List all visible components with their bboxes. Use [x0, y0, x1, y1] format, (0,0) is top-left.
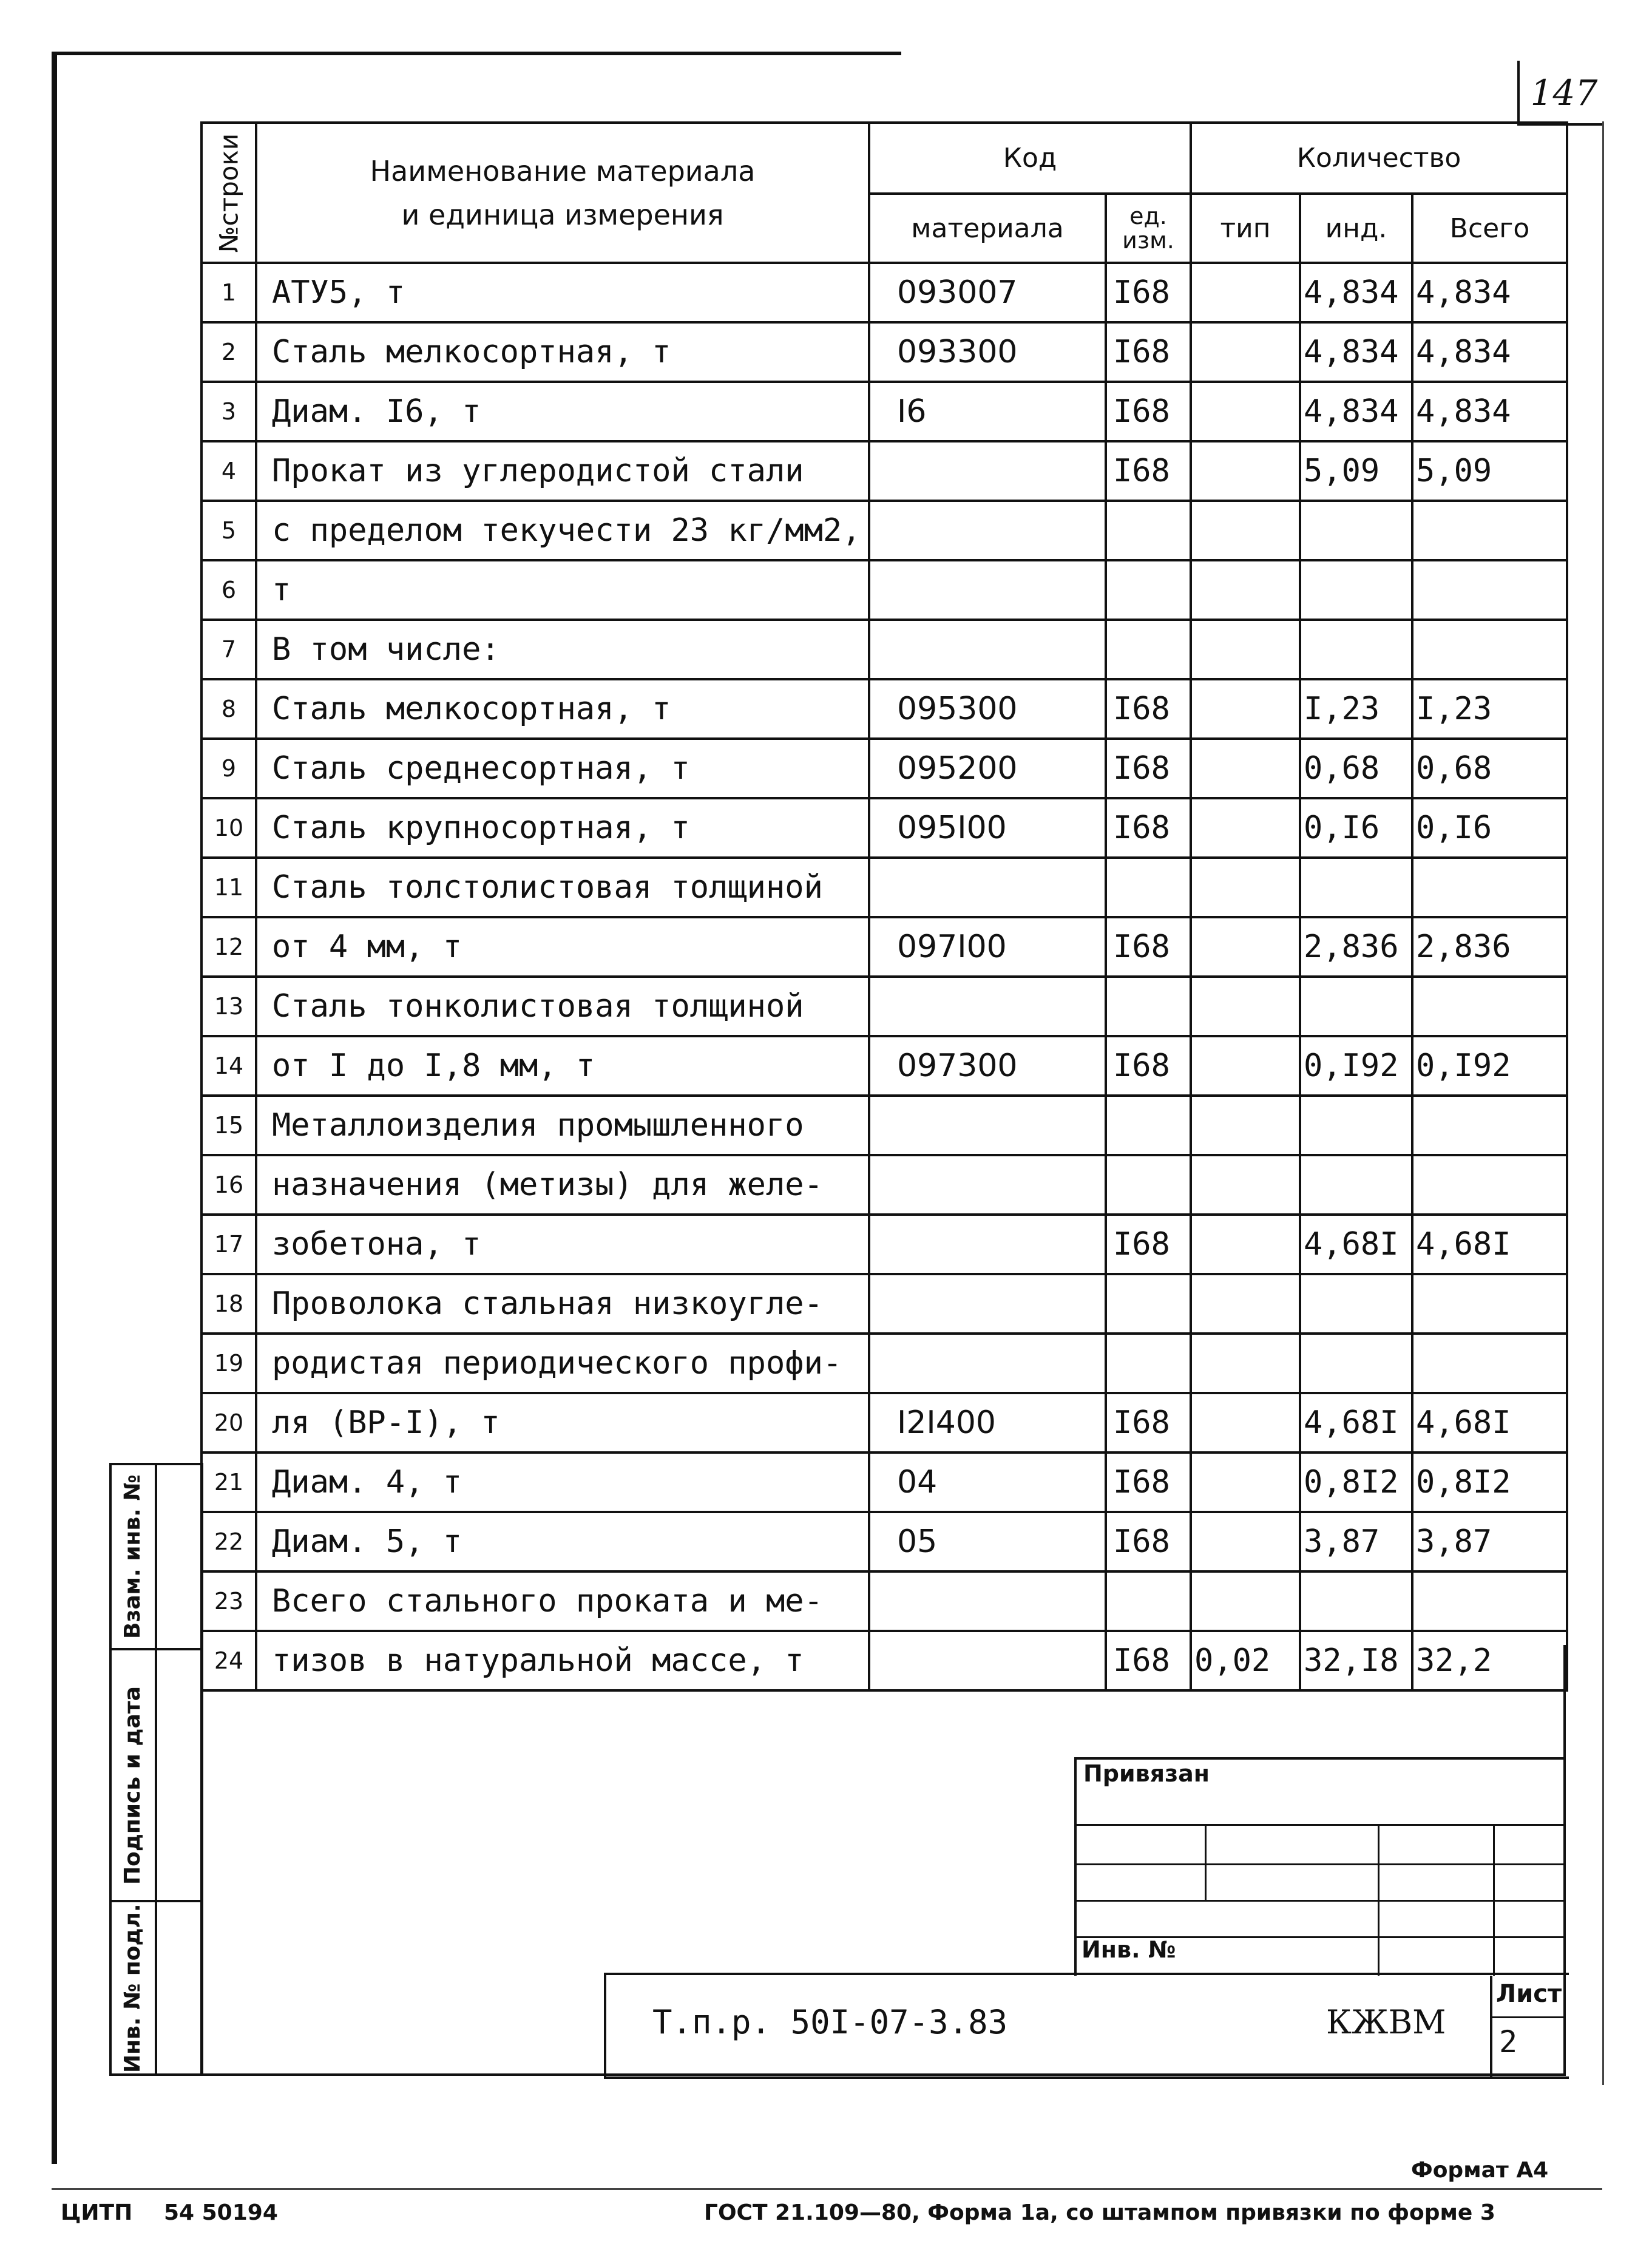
quantity-type-cell	[1191, 263, 1300, 322]
code-group-header: Код	[869, 123, 1191, 194]
publisher-label: ЦИТП	[61, 2200, 133, 2225]
paper-format: Формат А4	[1411, 2158, 1549, 2183]
row-number-cell: 11	[201, 858, 256, 917]
table-row	[201, 1453, 1567, 1512]
quantity-type-cell	[1191, 1274, 1300, 1334]
quantity-total-cell: I,23	[1412, 679, 1567, 739]
quantity-ind-cell	[1300, 1334, 1412, 1393]
material-code-cell: 095I00	[869, 798, 1106, 858]
quantity-ind-cell: 4,834	[1300, 263, 1412, 322]
unit-header: ед. изм.	[1106, 194, 1191, 263]
name-header-line1: Наименование материала	[370, 154, 756, 188]
material-name-cell: Прокат из углеродистой стали	[256, 441, 869, 501]
table-row	[201, 1096, 1567, 1155]
table-row	[201, 620, 1567, 679]
unit-code-cell: I68	[1106, 322, 1191, 382]
table-row	[201, 1274, 1567, 1334]
material-code-header: материала	[869, 194, 1106, 263]
quantity-type-cell	[1191, 917, 1300, 977]
table-row	[201, 441, 1567, 501]
quantity-type-cell	[1191, 1215, 1300, 1274]
material-name-cell: Диам. 4, т	[256, 1453, 869, 1512]
frame-left-line	[52, 52, 57, 2164]
bottom-frame-line	[52, 2188, 1602, 2190]
quantity-ind-cell	[1300, 501, 1412, 560]
material-name-cell: от I до I,8 мм, т	[256, 1036, 869, 1096]
quantity-total-cell: 4,68I	[1412, 1215, 1567, 1274]
quantity-total-cell	[1412, 1096, 1567, 1155]
stamp-vline-1	[1205, 1824, 1207, 1900]
material-code-cell	[869, 1155, 1106, 1215]
row-number-cell: 1	[201, 263, 256, 322]
material-code-cell: 097300	[869, 1036, 1106, 1096]
frame-right-line	[1602, 121, 1604, 2085]
material-code-cell	[869, 858, 1106, 917]
quantity-total-cell	[1412, 1571, 1567, 1631]
material-name-cell: АТУ5, т	[256, 263, 869, 322]
table-row	[201, 1393, 1567, 1453]
row-number-header-label: №строки	[214, 133, 244, 253]
quantity-type-cell	[1191, 1393, 1300, 1453]
standard-reference: ГОСТ 21.109—80, Форма 1а, со штампом привязки по форме 3	[704, 2200, 1495, 2225]
material-code-cell: I6	[869, 382, 1106, 441]
material-code-cell	[869, 1096, 1106, 1155]
name-header-line2: и единица измерения	[401, 198, 724, 231]
material-name-cell: тизов в натуральной массе, т	[256, 1631, 869, 1690]
row-number-cell: 13	[201, 977, 256, 1036]
material-name-cell: Всего стального проката и ме-	[256, 1571, 869, 1631]
material-name-cell: Металлоизделия промышленного	[256, 1096, 869, 1155]
quantity-type-cell	[1191, 441, 1300, 501]
unit-code-cell: I68	[1106, 441, 1191, 501]
unit-code-cell	[1106, 1155, 1191, 1215]
material-code-cell	[869, 1274, 1106, 1334]
quantity-ind-cell	[1300, 1571, 1412, 1631]
material-code-cell	[869, 441, 1106, 501]
row-number-cell: 6	[201, 560, 256, 620]
unit-code-cell: I68	[1106, 1393, 1191, 1453]
stamp-vline-3	[1493, 1824, 1495, 1976]
row-number-cell: 14	[201, 1036, 256, 1096]
binding-stamp-title: Привязан	[1083, 1760, 1210, 1787]
row-number-cell: 10	[201, 798, 256, 858]
material-code-cell: 095300	[869, 679, 1106, 739]
material-code-cell: 093300	[869, 322, 1106, 382]
quantity-type-cell	[1191, 858, 1300, 917]
header-row-1	[201, 123, 1567, 194]
unit-code-cell	[1106, 1274, 1191, 1334]
quantity-total-cell	[1412, 1274, 1567, 1334]
side-strip-separator	[155, 1463, 157, 2076]
row-number-cell: 21	[201, 1453, 256, 1512]
row-number-cell: 23	[201, 1571, 256, 1631]
quantity-ind-cell	[1300, 858, 1412, 917]
stamp-line-3	[1074, 1900, 1566, 1902]
row-number-cell: 15	[201, 1096, 256, 1155]
table-row	[201, 263, 1567, 322]
row-number-cell: 5	[201, 501, 256, 560]
row-number-cell: 9	[201, 739, 256, 798]
material-code-cell: I2I400	[869, 1393, 1106, 1453]
quantity-ind-cell: 4,834	[1300, 322, 1412, 382]
material-name-cell: Диам. I6, т	[256, 382, 869, 441]
quantity-total-cell	[1412, 1334, 1567, 1393]
side-strip-divider-1	[109, 1648, 203, 1650]
material-name-cell: от 4 мм, т	[256, 917, 869, 977]
unit-code-cell	[1106, 1334, 1191, 1393]
material-code-cell	[869, 620, 1106, 679]
sheet-separator	[1490, 2016, 1566, 2018]
side-label-signature-date: Подпись и дата	[120, 1686, 145, 1885]
stamp-line-1	[1074, 1824, 1566, 1826]
quantity-ind-cell	[1300, 620, 1412, 679]
document-mark: КЖВМ	[1326, 2003, 1446, 2041]
material-name-cell: Диам. 5, т	[256, 1512, 869, 1571]
unit-code-cell: I68	[1106, 798, 1191, 858]
document-code: Т.п.р. 50I-07-3.83	[652, 2003, 1008, 2041]
quantity-ind-cell: 2,836	[1300, 917, 1412, 977]
quantity-total-cell: 4,834	[1412, 382, 1567, 441]
quantity-type-cell	[1191, 322, 1300, 382]
table-row	[201, 977, 1567, 1036]
quantity-total-cell	[1412, 620, 1567, 679]
unit-code-cell	[1106, 858, 1191, 917]
material-code-cell: 04	[869, 1453, 1106, 1512]
material-code-cell: 097I00	[869, 917, 1106, 977]
row-number-cell: 18	[201, 1274, 256, 1334]
material-code-cell	[869, 977, 1106, 1036]
material-name-cell: Сталь мелкосортная, т	[256, 322, 869, 382]
table-row	[201, 322, 1567, 382]
unit-code-cell: I68	[1106, 917, 1191, 977]
quantity-total-cell: 0,I6	[1412, 798, 1567, 858]
quantity-total-cell	[1412, 1155, 1567, 1215]
quantity-total-cell: 4,68I	[1412, 1393, 1567, 1453]
sheet-label: Лист	[1496, 1980, 1562, 2008]
quantity-total-cell	[1412, 501, 1567, 560]
unit-code-cell: I68	[1106, 1512, 1191, 1571]
order-number: 54 50194	[164, 2200, 278, 2225]
table-row	[201, 382, 1567, 441]
quantity-type-cell	[1191, 382, 1300, 441]
side-label-replacement-inventory: Взам. инв. №	[120, 1474, 145, 1639]
unit-code-cell	[1106, 1571, 1191, 1631]
quantity-ind-cell: 0,8I2	[1300, 1453, 1412, 1512]
material-name-cell: зобетона, т	[256, 1215, 869, 1274]
table-row	[201, 560, 1567, 620]
materials-table	[200, 121, 1568, 1692]
material-name-cell: Сталь среднесортная, т	[256, 739, 869, 798]
row-number-cell: 7	[201, 620, 256, 679]
quantity-total-cell	[1412, 560, 1567, 620]
quantity-total-cell: 0,68	[1412, 739, 1567, 798]
row-number-header	[201, 123, 256, 263]
unit-code-cell	[1106, 977, 1191, 1036]
unit-code-cell: I68	[1106, 739, 1191, 798]
row-number-cell: 8	[201, 679, 256, 739]
table-row	[201, 501, 1567, 560]
table-row	[201, 917, 1567, 977]
table-row	[201, 1571, 1567, 1631]
page-number: 147	[1517, 61, 1608, 124]
material-name-cell: с пределом текучести 23 кг/мм2,	[256, 501, 869, 560]
table-row	[201, 1036, 1567, 1096]
ind-header: инд.	[1300, 194, 1412, 263]
quantity-ind-cell	[1300, 1155, 1412, 1215]
stamp-inventory-label: Инв. №	[1082, 1936, 1176, 1963]
table-row	[201, 739, 1567, 798]
row-number-cell: 3	[201, 382, 256, 441]
quantity-type-cell	[1191, 620, 1300, 679]
quantity-type-cell	[1191, 977, 1300, 1036]
material-code-cell	[869, 1215, 1106, 1274]
material-name-cell: ля (ВР-I), т	[256, 1393, 869, 1453]
quantity-type-cell	[1191, 560, 1300, 620]
quantity-type-cell	[1191, 679, 1300, 739]
material-code-cell: 05	[869, 1512, 1106, 1571]
quantity-ind-cell	[1300, 560, 1412, 620]
quantity-total-cell: 0,I92	[1412, 1036, 1567, 1096]
material-name-cell: Сталь мелкосортная, т	[256, 679, 869, 739]
row-number-cell: 22	[201, 1512, 256, 1571]
row-number-cell: 24	[201, 1631, 256, 1690]
quantity-ind-cell: 4,68I	[1300, 1215, 1412, 1274]
quantity-ind-cell	[1300, 1274, 1412, 1334]
row-number-cell: 2	[201, 322, 256, 382]
total-header: Всего	[1412, 194, 1567, 263]
unit-code-cell: I68	[1106, 679, 1191, 739]
row-number-cell: 12	[201, 917, 256, 977]
quantity-ind-cell: 0,68	[1300, 739, 1412, 798]
quantity-type-cell	[1191, 1334, 1300, 1393]
quantity-ind-cell: 5,09	[1300, 441, 1412, 501]
quantity-total-cell: 4,834	[1412, 322, 1567, 382]
table-row	[201, 1512, 1567, 1571]
material-code-cell: 095200	[869, 739, 1106, 798]
material-code-cell	[869, 1571, 1106, 1631]
quantity-ind-cell	[1300, 977, 1412, 1036]
table-row	[201, 1155, 1567, 1215]
table-row	[201, 1334, 1567, 1393]
quantity-ind-cell	[1300, 1096, 1412, 1155]
quantity-type-cell	[1191, 798, 1300, 858]
material-name-cell: т	[256, 560, 869, 620]
quantity-ind-cell: 0,I6	[1300, 798, 1412, 858]
name-header	[256, 123, 869, 263]
row-number-cell: 19	[201, 1334, 256, 1393]
table-row	[201, 679, 1567, 739]
material-code-cell	[869, 560, 1106, 620]
quantity-type-cell	[1191, 1036, 1300, 1096]
unit-code-cell	[1106, 620, 1191, 679]
unit-code-cell	[1106, 501, 1191, 560]
quantity-ind-cell: 32,I8	[1300, 1631, 1412, 1690]
row-number-cell: 17	[201, 1215, 256, 1274]
unit-code-cell: I68	[1106, 263, 1191, 322]
quantity-type-cell	[1191, 1096, 1300, 1155]
material-code-cell	[869, 501, 1106, 560]
quantity-ind-cell: 4,68I	[1300, 1393, 1412, 1453]
stamp-line-2	[1074, 1863, 1566, 1865]
quantity-type-cell	[1191, 739, 1300, 798]
quantity-total-cell: 2,836	[1412, 917, 1567, 977]
row-number-cell: 16	[201, 1155, 256, 1215]
type-header: тип	[1191, 194, 1300, 263]
unit-code-cell: I68	[1106, 1036, 1191, 1096]
quantity-type-cell: 0,02	[1191, 1631, 1300, 1690]
quantity-total-cell	[1412, 858, 1567, 917]
quantity-type-cell	[1191, 1571, 1300, 1631]
unit-code-cell: I68	[1106, 382, 1191, 441]
material-name-cell: Проволока стальная низкоугле-	[256, 1274, 869, 1334]
quantity-total-cell: 5,09	[1412, 441, 1567, 501]
row-number-cell: 4	[201, 441, 256, 501]
quantity-total-cell	[1412, 977, 1567, 1036]
quantity-ind-cell: I,23	[1300, 679, 1412, 739]
sheet-number: 2	[1499, 2024, 1518, 2059]
material-name-cell: родистая периодического профи-	[256, 1334, 869, 1393]
material-name-cell: назначения (метизы) для желе-	[256, 1155, 869, 1215]
table-row	[201, 858, 1567, 917]
table-row	[201, 798, 1567, 858]
unit-code-cell: I68	[1106, 1215, 1191, 1274]
quantity-ind-cell: 3,87	[1300, 1512, 1412, 1571]
unit-code-cell: I68	[1106, 1453, 1191, 1512]
material-name-cell: В том числе:	[256, 620, 869, 679]
quantity-total-cell: 3,87	[1412, 1512, 1567, 1571]
quantity-total-cell: 32,2	[1412, 1631, 1567, 1690]
material-name-cell: Сталь тонколистовая толщиной	[256, 977, 869, 1036]
material-code-cell: 093007	[869, 263, 1106, 322]
stamp-vline-2	[1378, 1824, 1379, 1976]
table-row	[201, 1215, 1567, 1274]
side-label-original-inventory: Инв. № подл.	[120, 1903, 145, 2073]
quantity-total-cell: 0,8I2	[1412, 1453, 1567, 1512]
quantity-type-cell	[1191, 1453, 1300, 1512]
quantity-type-cell	[1191, 501, 1300, 560]
quantity-total-cell: 4,834	[1412, 263, 1567, 322]
quantity-ind-cell: 4,834	[1300, 382, 1412, 441]
quantity-group-header: Количество	[1191, 123, 1567, 194]
material-name-cell: Сталь крупносортная, т	[256, 798, 869, 858]
material-name-cell: Сталь толстолистовая толщиной	[256, 858, 869, 917]
quantity-type-cell	[1191, 1512, 1300, 1571]
side-strip-divider-2	[109, 1900, 203, 1902]
material-code-cell	[869, 1334, 1106, 1393]
frame-top-line	[52, 52, 901, 55]
row-number-cell: 20	[201, 1393, 256, 1453]
unit-code-cell	[1106, 1096, 1191, 1155]
unit-code-cell: I68	[1106, 1631, 1191, 1690]
quantity-type-cell	[1191, 1155, 1300, 1215]
unit-code-cell	[1106, 560, 1191, 620]
quantity-ind-cell: 0,I92	[1300, 1036, 1412, 1096]
